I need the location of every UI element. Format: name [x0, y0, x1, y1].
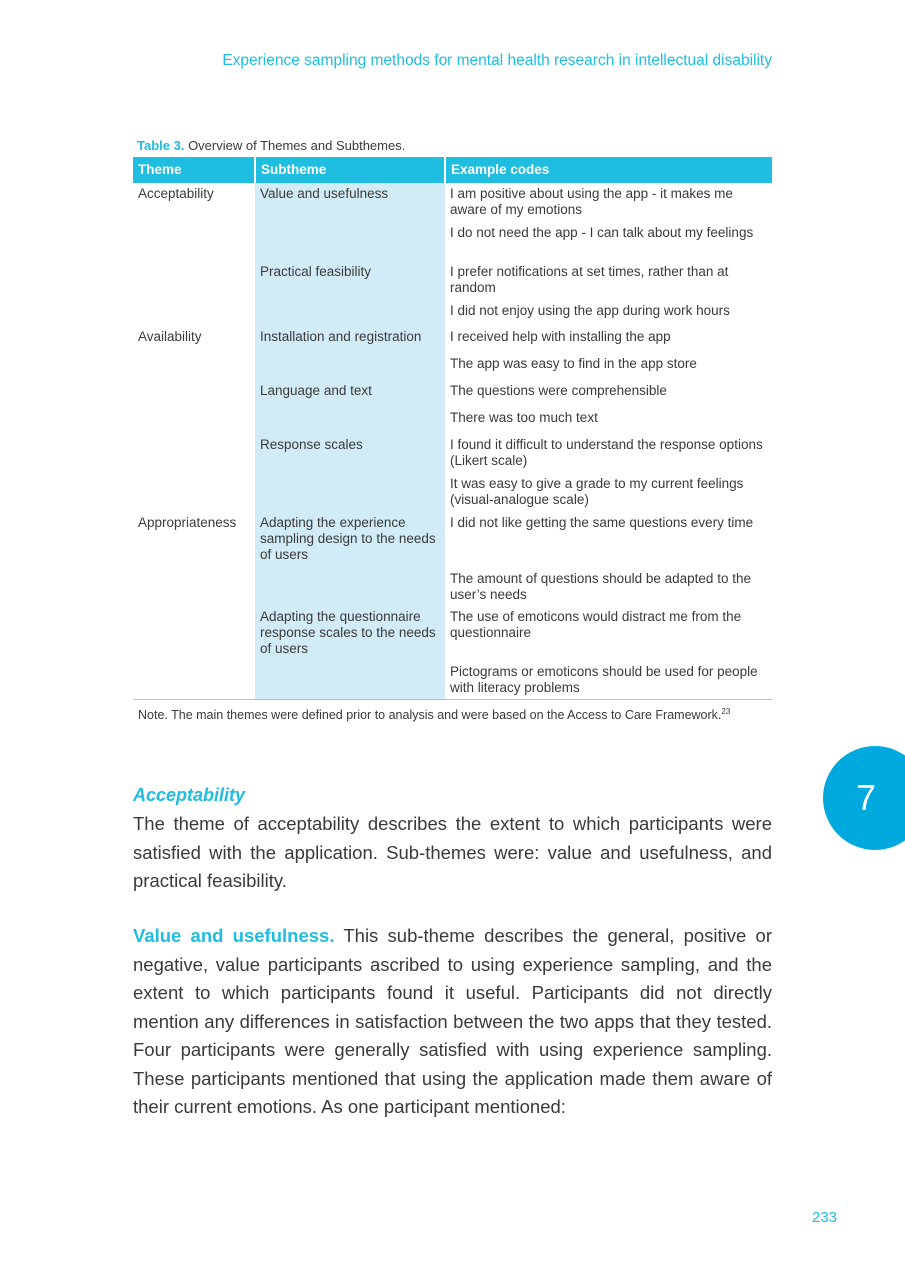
example-code-cell: I did not like getting the same questions every time [450, 515, 754, 530]
example-code-cell: I prefer notifications at set times, rather than at random [450, 264, 729, 295]
running-head: Experience sampling methods for mental health research in intellectual disability [222, 52, 772, 69]
body-paragraph: The theme of acceptability describes the extent to which participants were satisfied with the application. Sub-themes were: value and usefulness, and practical feasibility. [133, 813, 772, 891]
body-paragraph [133, 922, 772, 1122]
subtheme-cell [255, 407, 445, 434]
subtheme-cell [255, 568, 445, 606]
table-row [133, 512, 772, 568]
example-code-cell: Pictograms or emoticons should be used for people with literacy problems [445, 661, 772, 700]
subtheme-cell [255, 222, 445, 261]
theme-cell [133, 606, 255, 661]
table-note-reference: 23 [721, 707, 731, 716]
header-subtheme: Subtheme [255, 157, 445, 183]
table-row [133, 222, 772, 261]
subtheme-cell [255, 473, 445, 512]
example-code-cell: There was too much text [450, 410, 598, 425]
table-row [133, 606, 772, 661]
paragraph-text: This sub-theme describes the general, positive or negative, value participants ascribed to using experience sampling, and the extent to which participants found it useful. Participants did not directly mention any differences in satisfaction between the two apps that they tested. Four participants were generally satisfied with using experience sampling. These participants mentioned that using the application made them aware of their current emotions. As one participant mentioned: [133, 925, 772, 1117]
example-code-cell: It was easy to give a grade to my current feelings (visual-analogue scale) [450, 476, 744, 507]
run-in-heading: Value and usefulness. [133, 925, 335, 946]
theme-cell [133, 353, 255, 380]
example-code-cell: I do not need the app - I can talk about my feelings [450, 225, 754, 240]
theme-cell [133, 568, 255, 606]
table-row [133, 407, 772, 434]
table-note-text: Note. The main themes were defined prior to analysis and were based on the Access to Care Framework. [138, 708, 722, 723]
subtheme-cell: Language and text [255, 380, 445, 407]
example-code-cell: The amount of questions should be adapted to the user’s needs [450, 571, 751, 602]
table-row [133, 661, 772, 700]
subtheme-cell [255, 353, 445, 380]
table-note [138, 705, 767, 722]
header-theme: Theme [133, 157, 255, 183]
table-row [133, 183, 772, 222]
subtheme-cell [255, 300, 445, 326]
theme-cell [133, 434, 255, 473]
table-row [133, 353, 772, 380]
header-example-codes: Example codes [445, 157, 772, 183]
example-code-cell: I am positive about using the app - it makes me aware of my emotions [450, 186, 733, 217]
chapter-number-tab: 7 [823, 746, 905, 850]
example-code-cell: The questions were comprehensible [450, 383, 667, 398]
table-row [133, 261, 772, 300]
table-caption [137, 138, 405, 153]
example-code-cell: I received help with installing the app [450, 329, 671, 344]
theme-cell [133, 222, 255, 261]
theme-cell [133, 661, 255, 700]
table-caption-label: Table 3. [137, 138, 185, 153]
table-row [133, 434, 772, 473]
table-header-row [133, 157, 772, 183]
subtheme-cell: Value and usefulness [255, 183, 445, 222]
subtheme-cell: Practical feasibility [255, 261, 445, 300]
theme-cell [133, 300, 255, 326]
page-number: 233 [812, 1209, 838, 1226]
example-code-cell: The app was easy to find in the app store [450, 356, 697, 371]
table-row [133, 300, 772, 326]
themes-table [133, 157, 772, 700]
table-caption-text: Overview of Themes and Subthemes. [184, 138, 406, 153]
subtheme-cell: Adapting the questionnaire response scales to the needs of users [255, 606, 445, 661]
example-code-cell: I did not enjoy using the app during work hours [450, 303, 730, 318]
table-row [133, 326, 772, 353]
theme-cell [133, 261, 255, 300]
subtheme-cell: Adapting the experience sampling design to the needs of users [255, 512, 445, 568]
subtheme-cell: Installation and registration [255, 326, 445, 353]
theme-cell [133, 380, 255, 407]
example-code-cell: I found it difficult to understand the response options (Likert scale) [450, 437, 763, 468]
table-row [133, 473, 772, 512]
subtheme-cell: Response scales [255, 434, 445, 473]
subtheme-cell [255, 661, 445, 700]
theme-cell: Acceptability [138, 186, 214, 201]
theme-cell [133, 473, 255, 512]
table-row [133, 568, 772, 606]
section-heading: Acceptability [133, 785, 246, 805]
theme-cell [133, 407, 255, 434]
theme-cell: Appropriateness [138, 515, 237, 530]
example-code-cell: The use of emoticons would distract me from the questionnaire [450, 609, 742, 640]
table-row [133, 380, 772, 407]
theme-cell: Availability [138, 329, 202, 344]
